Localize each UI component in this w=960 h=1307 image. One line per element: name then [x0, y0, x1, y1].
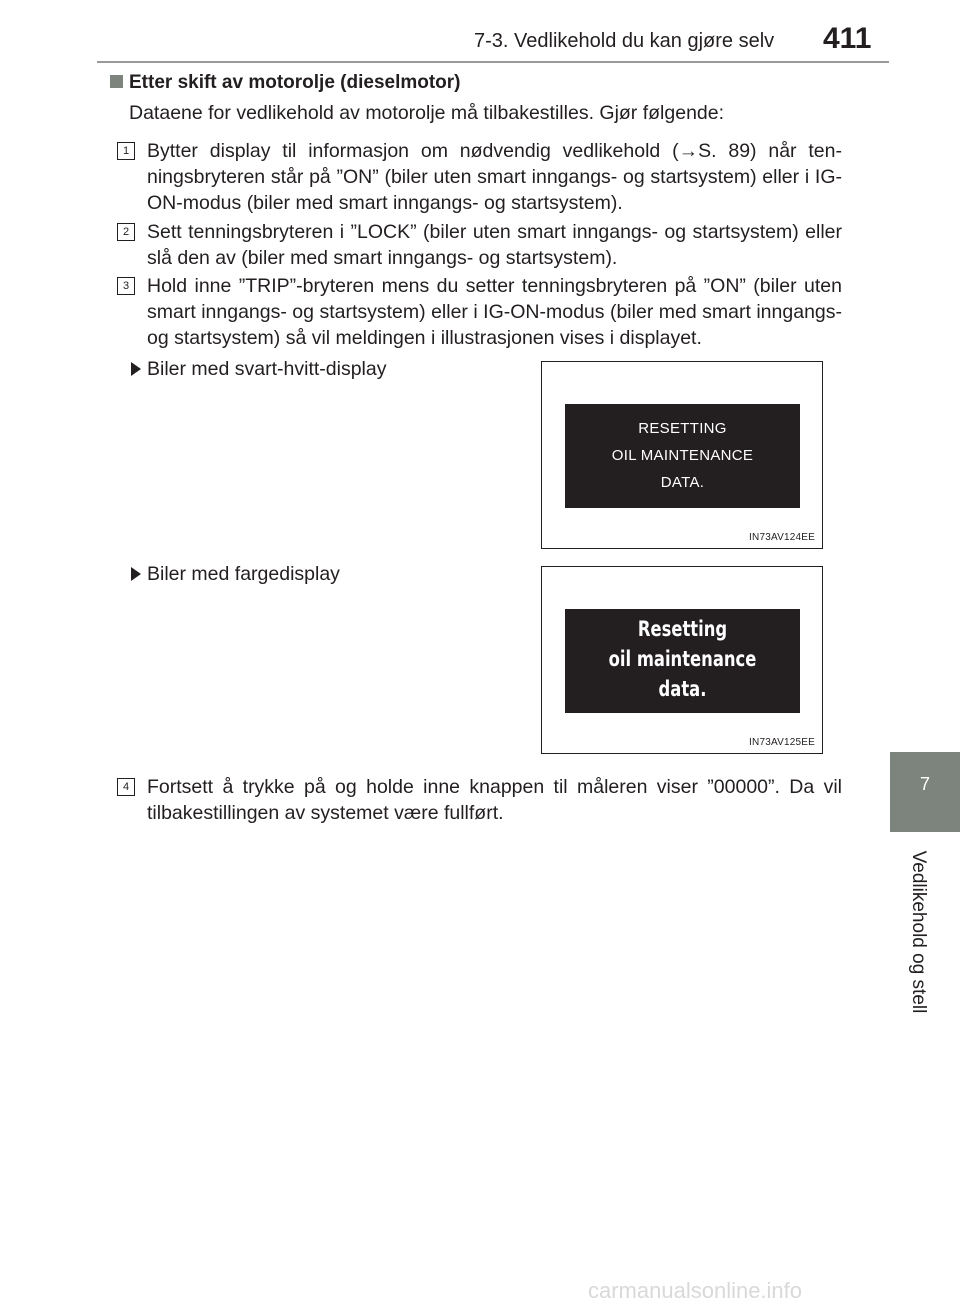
figure-color-display	[541, 566, 823, 754]
figure-bw-display	[541, 361, 823, 549]
chapter-tab[interactable]	[890, 752, 960, 832]
figure-code: IN73AV124EE	[749, 532, 815, 543]
section-heading	[110, 72, 461, 94]
display-line: data.	[658, 677, 707, 701]
triangle-bullet-icon	[131, 362, 141, 376]
step-number-box: 3	[117, 277, 135, 295]
page-number: 411	[823, 22, 872, 55]
variant-color-label	[131, 561, 340, 587]
display-screen	[565, 609, 800, 713]
display-line: RESETTING	[638, 420, 727, 437]
display-line: oil maintenance	[608, 647, 757, 671]
figure-code: IN73AV125EE	[749, 737, 815, 748]
chapter-title: Vedlikehold og stell	[908, 850, 929, 1014]
header-divider	[97, 61, 889, 63]
page-header	[0, 0, 960, 64]
step-text: Bytter display til informasjon om nødvendig vedlikehold (→S. 89) når tenningsbryteren står på ”ON” (biler uten smart inngangs- og startsystem) eller i IG-ON-modus (biler med smart inngangs- og startsystem).	[147, 140, 842, 214]
display-line: Resetting	[637, 617, 728, 641]
square-bullet-icon	[110, 75, 123, 88]
section-title: 7-3. Vedlikehold du kan gjøre selv	[474, 30, 775, 52]
variant-label-text: Biler med fargedisplay	[147, 563, 340, 585]
step-text: Hold inne ”TRIP”-bryteren mens du setter tenningsbryteren på ”ON” (biler uten smart inngangs- og startsystem) eller i IG-ON-modus (biler med smart inngangs- og startsystem) så vil meldingen i illustrasjonen vises i displayet.	[147, 275, 842, 349]
display-line: DATA.	[660, 474, 705, 491]
variant-bw-label	[131, 356, 386, 382]
step-number-box: 2	[117, 223, 135, 241]
section-intro: Dataene for vedlikehold av motorolje må tilbakestilles. Gjør følgende:	[129, 102, 725, 124]
step-number-box: 1	[117, 142, 135, 160]
display-screen	[565, 404, 800, 508]
step-number-box: 4	[117, 778, 135, 796]
step-text: Fortsett å trykke på og holde inne knappen til måleren viser ”00000”. Da vil tilbakestillingen av systemet være fullført.	[147, 776, 842, 824]
display-line: OIL MAINTENANCE	[611, 447, 754, 464]
chapter-number: 7	[919, 774, 930, 794]
watermark: carmanualsonline.info	[588, 1278, 803, 1303]
variant-label-text: Biler med svart-hvitt-display	[147, 358, 387, 380]
chapter-title-vertical	[903, 840, 933, 1024]
section-heading-text: Etter skift av motorolje (dieselmotor)	[129, 72, 461, 93]
step-text: Sett tenningsbryteren i ”LOCK” (biler uten smart inngangs- og startsystem) eller slå den av (biler med smart inngangs- og startsystem).	[147, 221, 842, 269]
triangle-bullet-icon	[131, 567, 141, 581]
